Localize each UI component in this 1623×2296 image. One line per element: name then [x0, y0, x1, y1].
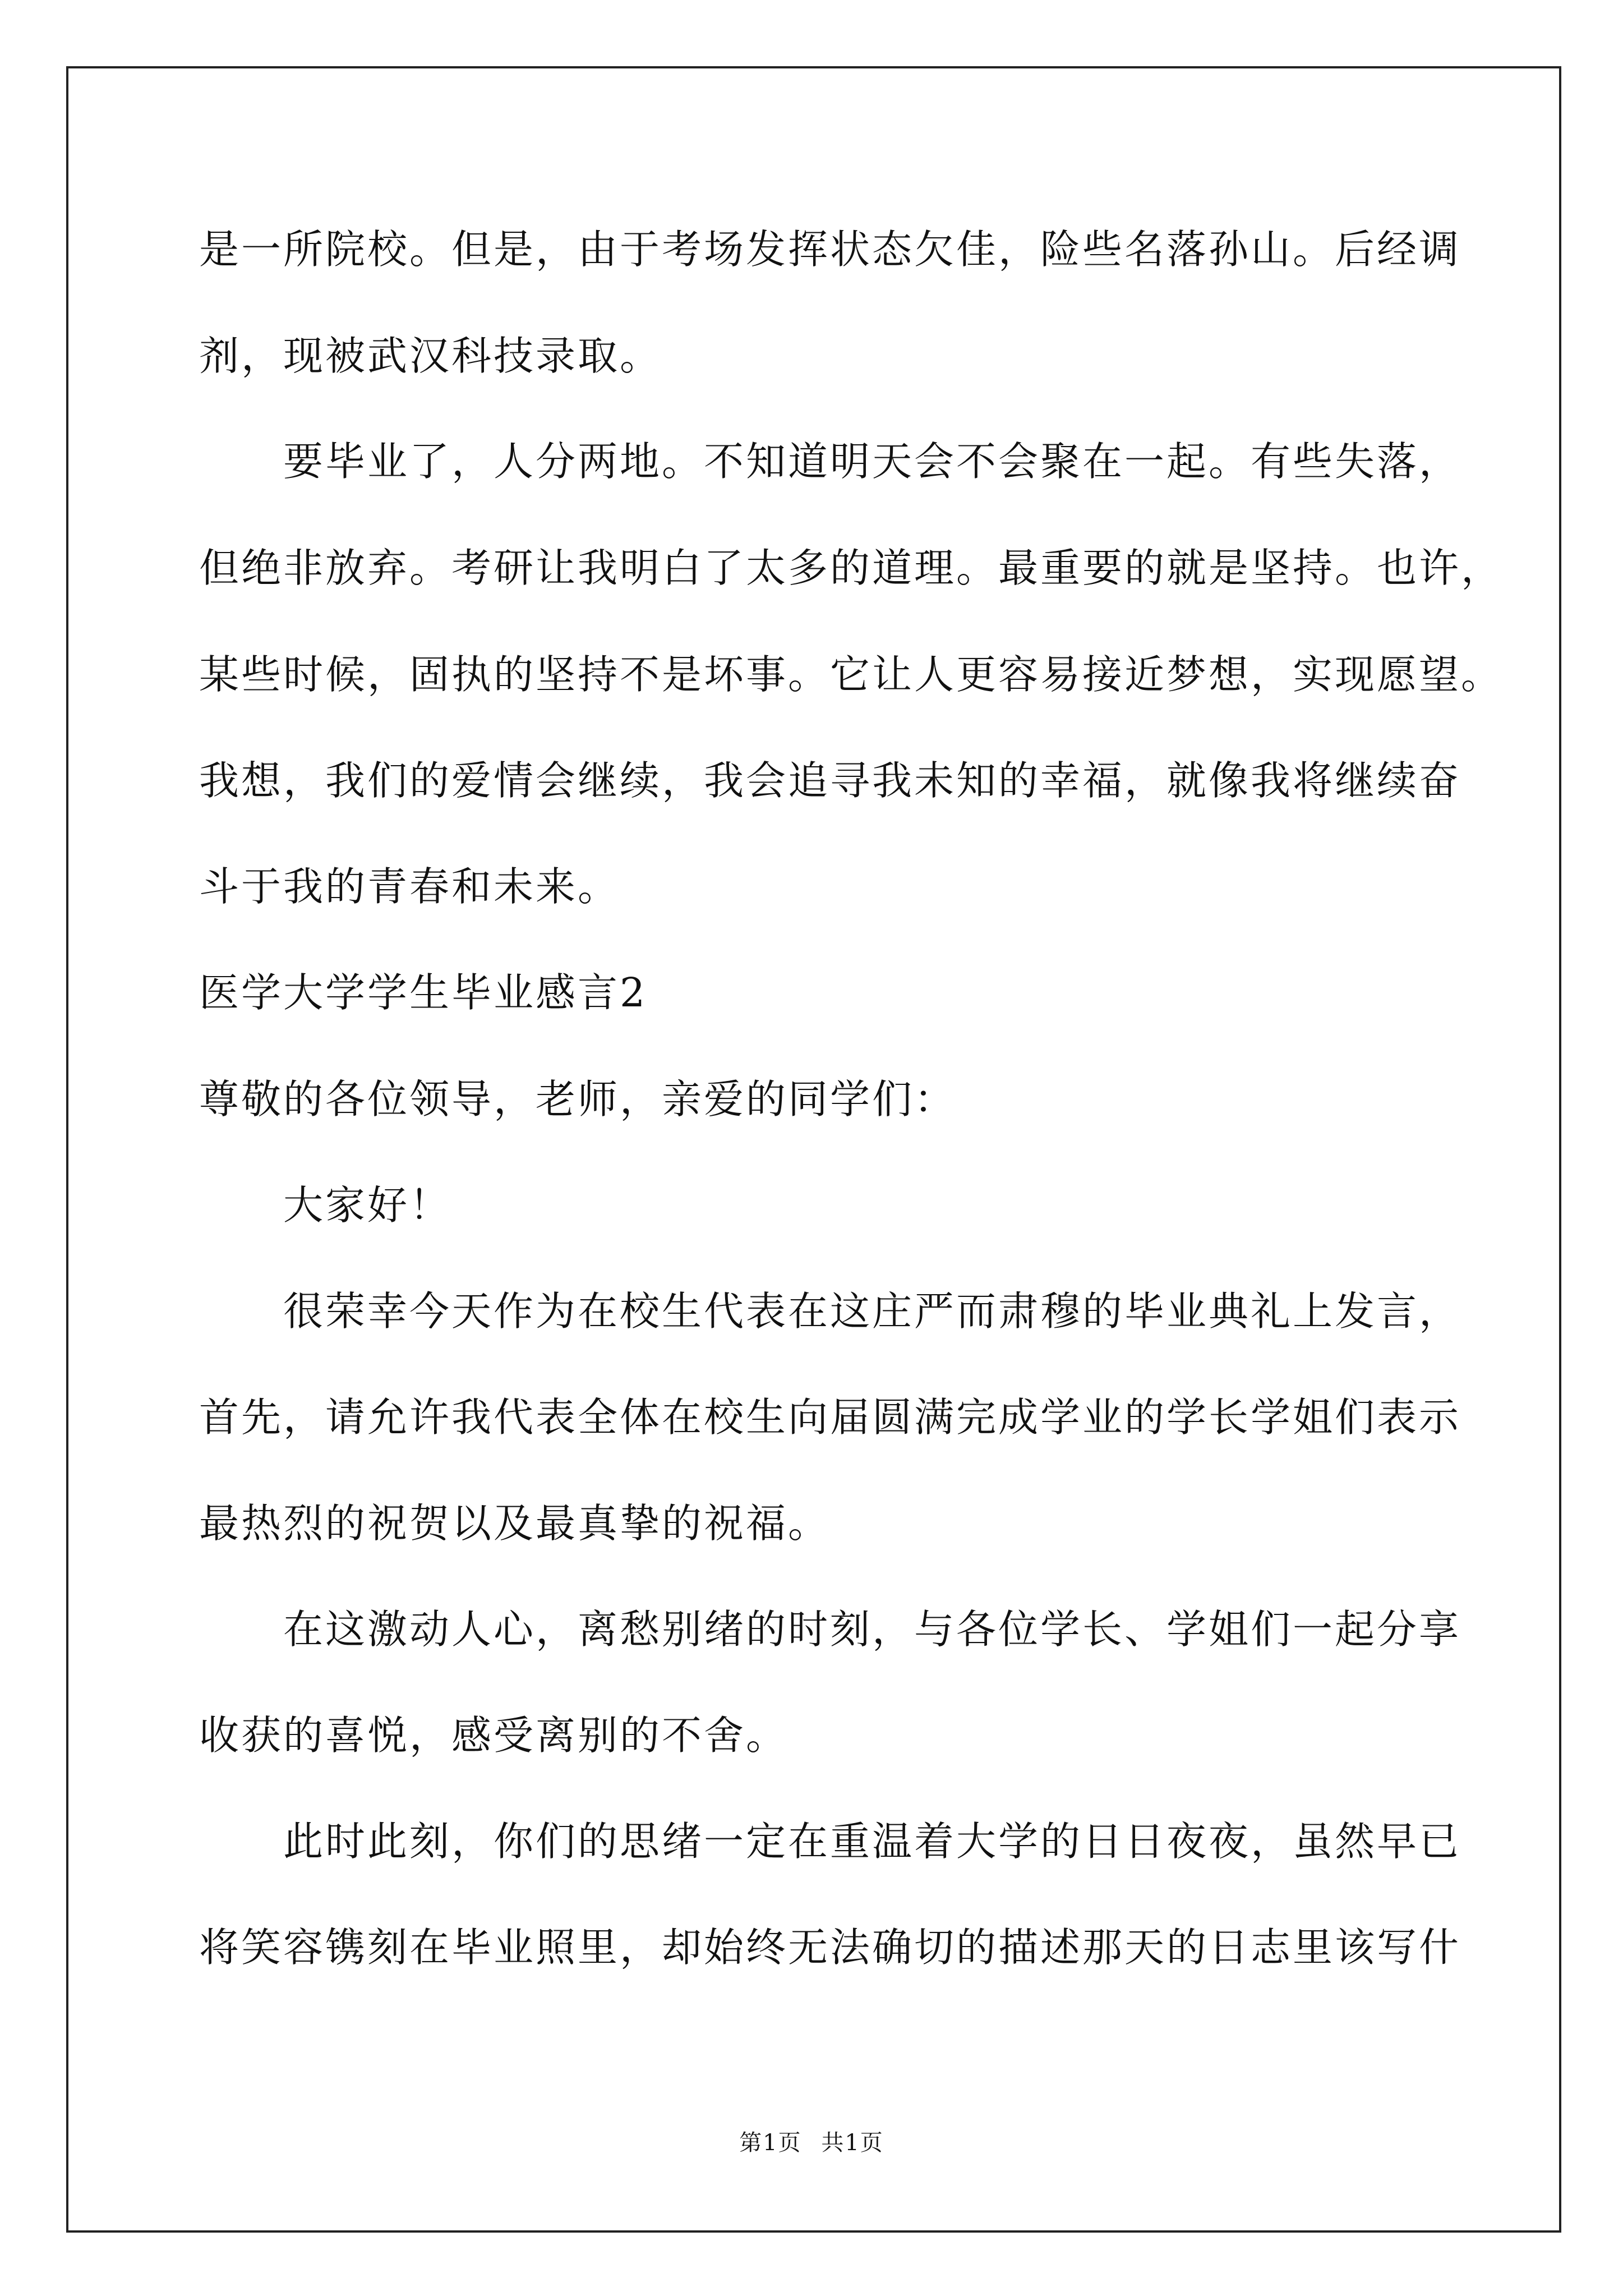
text-line: 此时此刻，你们的思绪一定在重温着大学的日日夜夜，虽然早已 — [283, 1818, 1461, 1865]
greeting: 大家好！ — [283, 1182, 452, 1228]
salutation: 尊敬的各位领导，老师，亲爱的同学们： — [199, 1076, 957, 1122]
page-border — [66, 66, 1561, 2233]
text-line: 很荣幸今天作为在校生代表在这庄严而肃穆的毕业典礼上发言， — [283, 1288, 1461, 1335]
text-line: 收获的喜悦，感受离别的不舍。 — [199, 1712, 789, 1759]
text-line: 首先，请允许我代表全体在校生向届圆满完成学业的学长学姐们表示 — [199, 1394, 1461, 1441]
text-line: 要毕业了，人分两地。不知道明天会不会聚在一起。有些失落， — [283, 438, 1461, 485]
page-number: 第1页 — [739, 2130, 802, 2156]
text-line: 我想，我们的爱情会继续，我会追寻我未知的幸福，就像我将继续奋 — [199, 757, 1461, 804]
page-total: 共1页 — [821, 2130, 884, 2156]
text-line: 剂，现被武汉科技录取。 — [199, 333, 662, 379]
text-line: 是一所院校。但是，由于考场发挥状态欠佳，险些名落孙山。后经调 — [199, 226, 1461, 273]
text-line: 将笑容镌刻在毕业照里，却始终无法确切的描述那天的日志里该写什 — [199, 1924, 1461, 1971]
text-line: 在这激动人心，离愁别绪的时刻，与各位学长、学姐们一起分享 — [283, 1606, 1461, 1653]
text-line: 最热烈的祝贺以及最真挚的祝福。 — [199, 1500, 831, 1547]
text-line: 斗于我的青春和未来。 — [199, 863, 620, 910]
text-line: 某些时候，固执的坚持不是坏事。它让人更容易接近梦想，实现愿望。 — [199, 651, 1504, 698]
text-line: 但绝非放弃。考研让我明白了太多的道理。最重要的就是坚持。也许， — [199, 545, 1504, 591]
section-heading: 医学大学学生毕业感言2 — [199, 969, 648, 1016]
page-footer — [0, 2129, 1623, 2157]
